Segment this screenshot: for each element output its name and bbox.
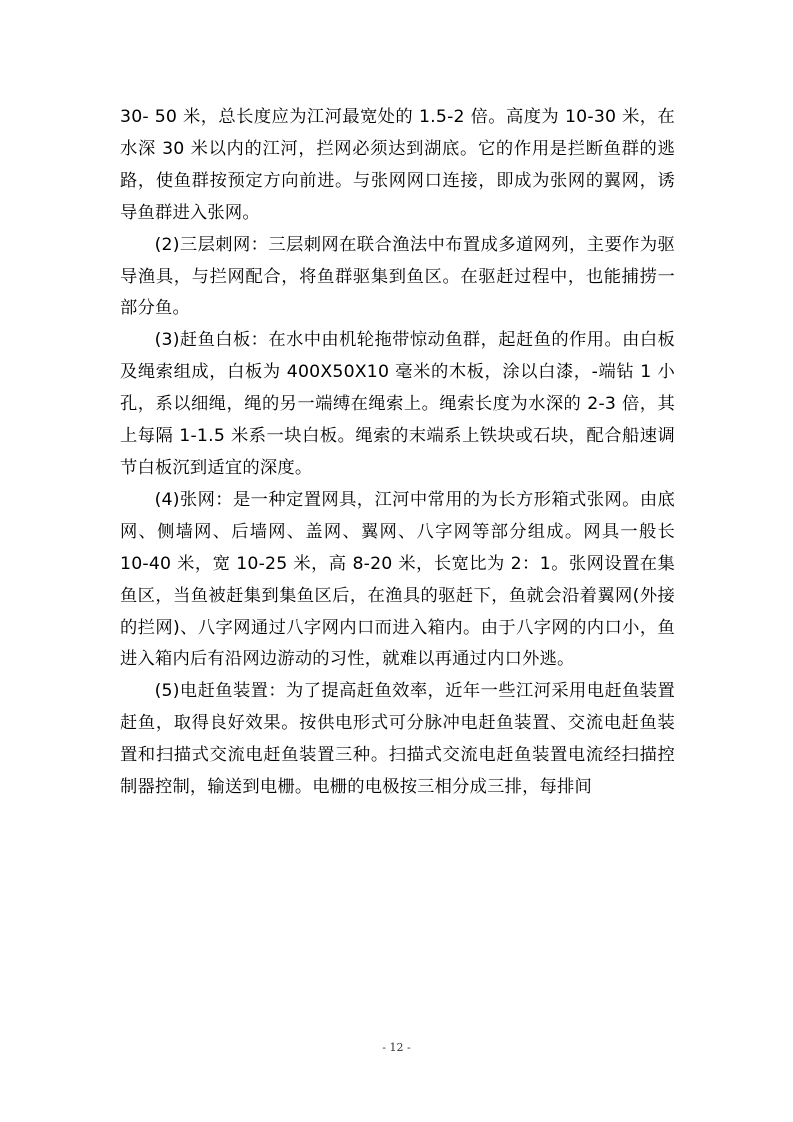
paragraph-continuation: 30- 50 米，总长度应为江河最宽处的 1.5-2 倍。高度为 10-30 米，在水深 30 米以内的江河，拦网必须达到湖底。它的作用是拦断鱼群的逃路，使鱼群按预定方向前进。与张网网口连接，即成为张网的翼网，诱导鱼群进入张网。: [120, 107, 675, 223]
paragraph-white-board: (3)赶鱼白板：在水中由机轮拖带惊动鱼群，起赶鱼的作用。由白板及绳索组成，白板为 400X50X10 毫米的木板，涂以白漆，-端钻 1 小孔，系以细绳，绳的另一端缚在绳索上。绳索长度为水深的 2-3 倍，其上每隔 1-1.5 米系一块白板。绳索的末端系上铁块或石块，配合船速调节白板沉到适宜的深度。: [120, 330, 675, 478]
body-text: [120, 102, 675, 804]
page-number: - 12 -: [382, 1041, 411, 1054]
paragraph-triple-gillnet: (2)三层刺网：三层刺网在联合渔法中布置成多道网列，主要作为驱导渔具，与拦网配合，将鱼群驱集到鱼区。在驱赶过程中，也能捕捞一部分鱼。: [120, 234, 675, 319]
paragraph-stow-net: (4)张网：是一种定置网具，江河中常用的为长方形箱式张网。由底网、侧墙网、后墙网、盖网、翼网、八字网等部分组成。网具一般长 10-40 米，宽 10-25 米，高 8-20 米，长宽比为 2：1。张网设置在集鱼区，当鱼被赶集到集鱼区后，在渔具的驱赶下，鱼就会沿着翼网(外接的拦网)、八字网通过八字网内口而进入箱内。由于八字网的内口小，鱼进入箱内后有沿网边游动的习性，就难以再通过内口外逃。: [120, 489, 675, 670]
paragraph-electric-device: (5)电赶鱼装置：为了提高赶鱼效率，近年一些江河采用电赶鱼装置赶鱼，取得良好效果。按供电形式可分脉冲电赶鱼装置、交流电赶鱼装置和扫描式交流电赶鱼装置三种。扫描式交流电赶鱼装置电流经扫描控制器控制，输送到电栅。电栅的电极按三相分成三排，每排间: [120, 681, 675, 798]
